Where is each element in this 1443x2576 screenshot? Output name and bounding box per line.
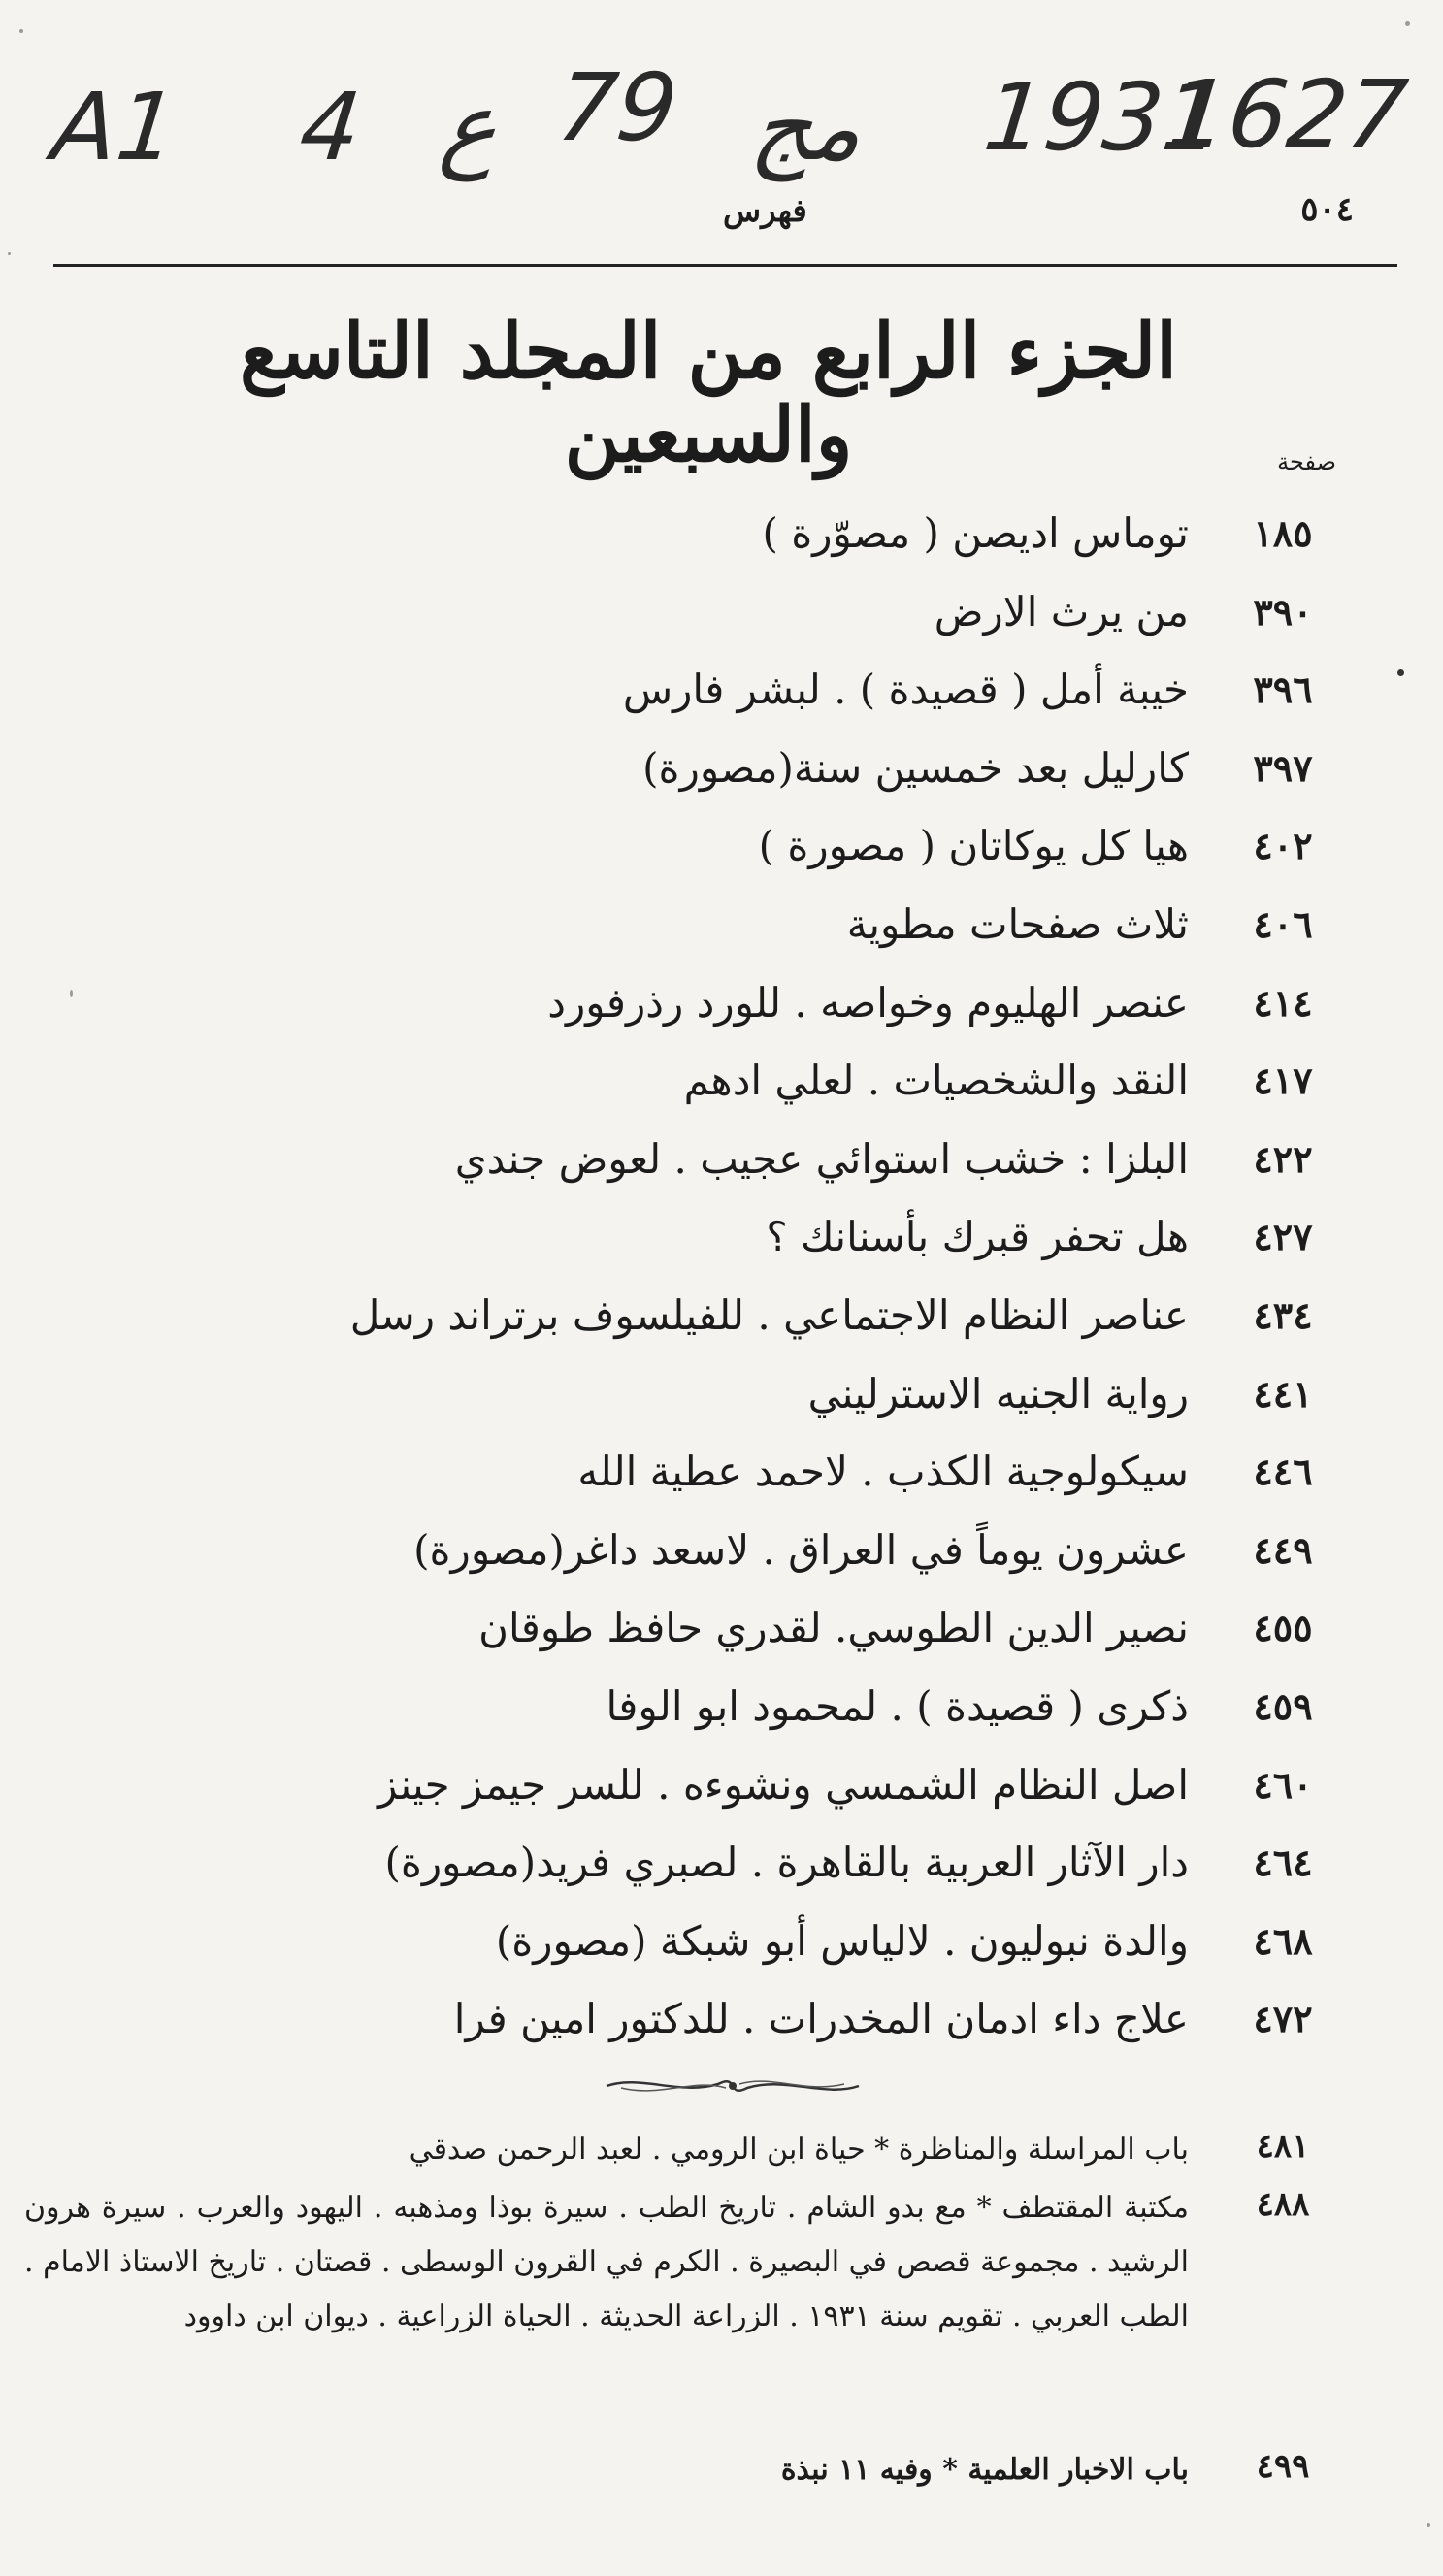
ornament-divider-icon <box>602 2067 864 2105</box>
toc-entry <box>0 651 1443 730</box>
toc-list <box>0 495 1443 2059</box>
toc-entry <box>0 1746 1443 1825</box>
section-page-number: ٤٨٨ <box>1256 2185 1310 2224</box>
toc-title: نصير الدين الطوسي. لقدري حافظ طوقان <box>478 1604 1189 1652</box>
section-entry <box>0 2123 1443 2181</box>
toc-entry <box>0 1668 1443 1746</box>
toc-entry <box>0 807 1443 886</box>
toc-page-number: ٤٦٨ <box>1253 1918 1313 1963</box>
toc-page-number: ٤٦٤ <box>1253 1841 1313 1885</box>
toc-entry <box>0 1355 1443 1434</box>
handwritten-note-part: A1 <box>48 73 182 181</box>
toc-entry <box>0 1042 1443 1121</box>
section-page-number: ٤٨١ <box>1256 2127 1310 2166</box>
toc-title: رواية الجنيه الاسترليني <box>807 1369 1189 1418</box>
handwritten-note-part: 1627 <box>1164 60 1413 169</box>
toc-entry <box>0 964 1443 1043</box>
toc-page-number: ٣٩٠ <box>1253 589 1313 634</box>
toc-page-number: ٤٥٩ <box>1253 1683 1313 1728</box>
toc-title: كارليل بعد خمسين سنة(مصورة) <box>642 743 1189 792</box>
section-text: باب الاخبار العلمية * وفيه ١١ نبذة <box>780 2453 1189 2487</box>
toc-page-number: ٤٦٠ <box>1253 1762 1313 1807</box>
toc-page-number: ٤٠٦ <box>1253 901 1313 946</box>
handwritten-note-part: ع <box>436 73 504 181</box>
toc-title: ذكرى ( قصيدة ) . لمحمود ابو الوفا <box>606 1681 1189 1730</box>
toc-title: ثلاث صفحات مطوية <box>846 899 1189 948</box>
handwritten-note-part: مج <box>746 73 869 181</box>
page-header <box>53 190 1393 233</box>
toc-title: علاج داء ادمان المخدرات . للدكتور امين فرا <box>453 1995 1189 2043</box>
toc-title: البلزا : خشب استوائي عجيب . لعوض جندي <box>454 1134 1189 1183</box>
sections-list <box>0 2123 1443 2501</box>
toc-page-number: ٤٠٢ <box>1253 824 1313 868</box>
toc-title: عنصر الهليوم وخواصه . للورد رذرفورد <box>547 978 1189 1027</box>
toc-title: عشرون يوماً في العراق . لاسعد داغر(مصورة) <box>413 1525 1189 1574</box>
toc-entry <box>0 1433 1443 1512</box>
toc-page-number: ٤٥٥ <box>1253 1606 1313 1650</box>
handwritten-note <box>48 53 1413 194</box>
toc-title: توماس اديصن ( مصوّرة ) <box>762 509 1189 557</box>
toc-title: هل تحفر قبرك بأسنانك ؟ <box>766 1213 1189 1261</box>
toc-entry <box>0 886 1443 964</box>
section-text: مكتبة المقتطف * مع بدو الشام . تاريخ الطب . سيرة بوذا ومذهبه . اليهود والعرب . سيرة هرون الرشيد . مجموعة قصص في البصيرة . الكرم في القرون الوسطى . قصتان . تاريخ الاستاذ الامام . الطب العربي . تقويم سنة ١٩٣١ . الزراعة الحديثة . الحياة الزراعية . ديوان ابن داوود <box>24 2191 1189 2333</box>
toc-title: من يرث الارض <box>934 587 1189 636</box>
section-entry <box>0 2181 1443 2443</box>
toc-entry <box>0 1824 1443 1903</box>
toc-title: والدة نبوليون . لالياس أبو شبكة (مصورة) <box>495 1916 1189 1965</box>
toc-page-number: ٣٩٧ <box>1253 745 1313 790</box>
toc-page-number: ٤٤٩ <box>1253 1527 1313 1572</box>
toc-title: عناصر النظام الاجتماعي . للفيلسوف برتراند رسل <box>349 1290 1189 1339</box>
toc-entry <box>0 1980 1443 2059</box>
handwritten-note-part: 4 <box>295 73 366 181</box>
toc-entry <box>0 1277 1443 1355</box>
toc-page-number: ٤٤٦ <box>1253 1450 1313 1494</box>
toc-entry <box>0 573 1443 652</box>
running-head: فهرس <box>723 192 807 229</box>
section-entry <box>0 2443 1443 2501</box>
header-rule <box>53 264 1397 267</box>
toc-entry <box>0 495 1443 573</box>
toc-title: اصل النظام الشمسي ونشوءه . للسر جيمز جينز <box>377 1760 1189 1809</box>
toc-page-number: ٤١٤ <box>1253 980 1313 1025</box>
toc-page-number: ٤٣٤ <box>1253 1292 1313 1337</box>
toc-title: سيكولوجية الكذب . لاحمد عطية الله <box>577 1448 1189 1496</box>
toc-entry <box>0 730 1443 808</box>
handwritten-note-part: 79 <box>552 53 683 162</box>
page-column-label: صفحة <box>1277 448 1336 475</box>
toc-page-number: ١٨٥ <box>1253 511 1313 555</box>
toc-title: النقد والشخصيات . لعلي ادهم <box>683 1057 1189 1105</box>
toc-page-number: ٤٢٢ <box>1253 1136 1313 1181</box>
toc-page-number: ٤٢٧ <box>1253 1215 1313 1259</box>
toc-title: دار الآثار العربية بالقاهرة . لصبري فريد(مصورة) <box>384 1839 1189 1887</box>
toc-entry <box>0 1589 1443 1668</box>
section-page-number: ٤٩٩ <box>1256 2447 1310 2486</box>
page-title: الجزء الرابع من المجلد التاسع والسبعين <box>240 308 1177 479</box>
toc-title: خيبة أمل ( قصيدة ) . لبشر فارس <box>622 666 1189 714</box>
handwritten-note-part: 1931 <box>979 63 1229 172</box>
toc-page-number: ٤٤١ <box>1253 1371 1313 1416</box>
toc-page-number: ٤١٧ <box>1253 1059 1313 1103</box>
toc-page-number: ٣٩٦ <box>1253 668 1313 712</box>
toc-entry <box>0 1198 1443 1277</box>
toc-entry <box>0 1512 1443 1590</box>
page-number: ٥٠٤ <box>1300 190 1354 229</box>
section-text: باب المراسلة والمناظرة * حياة ابن الرومي . لعبد الرحمن صدقي <box>409 2133 1189 2167</box>
toc-page-number: ٤٧٢ <box>1253 1997 1313 2041</box>
toc-entry <box>0 1903 1443 1981</box>
toc-title: هيا كل يوكاتان ( مصورة ) <box>758 822 1189 870</box>
toc-entry <box>0 1121 1443 1199</box>
